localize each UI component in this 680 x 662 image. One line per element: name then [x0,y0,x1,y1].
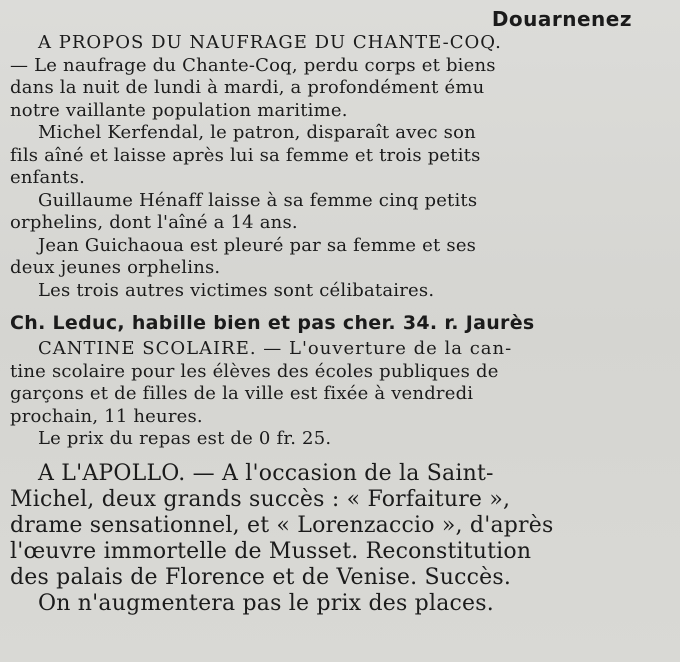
article-cantine [10,338,670,451]
article-line: orphelins, dont l'aîné a 14 ans. [10,212,298,233]
article-line: des palais de Florence et de Venise. Succès. [10,564,512,590]
article-line: A L'APOLLO. — A l'occasion de la Saint- [38,460,494,486]
article-naufrage [10,32,670,302]
article-line: prochain, 11 heures. [10,405,203,427]
advertisement: Ch. Leduc, habille bien et pas cher. 34. r. Jaurès [10,312,535,334]
article-line: tine scolaire pour les élèves des écoles publiques de [10,360,499,382]
article-line: Les trois autres victimes sont célibataires. [38,279,435,301]
article-line: — Le naufrage du Chante-Coq, perdu corps et biens [10,54,496,76]
article-line: l'œuvre immortelle de Musset. Reconstitution [10,538,532,564]
article-line: Le prix du repas est de 0 fr. 25. [38,428,332,449]
article-line: dans la nuit de lundi à mardi, a profondément ému [10,77,485,98]
article-line: fils aîné et laisse après lui sa femme et trois petits [10,144,481,166]
article-line: Michel, deux grands succès : « Forfaiture », [10,486,511,512]
article-line: Jean Guichaoua est pleuré par sa femme et ses [38,234,477,256]
article-line: On n'augmentera pas le prix des places. [38,590,494,616]
dateline: Douarnenez [491,7,632,31]
article-line: enfants. [10,167,86,188]
article-line: A PROPOS DU NAUFRAGE DU CHANTE-COQ. [38,32,502,53]
article-line: Michel Kerfendal, le patron, disparaît avec son [38,122,476,143]
article-line: deux jeunes orphelins. [10,257,221,278]
article-line: CANTINE SCOLAIRE. — L'ouverture de la can- [38,338,513,359]
article-line: Guillaume Hénaff laisse à sa femme cinq petits [38,189,478,211]
article-line: drame sensationnel, et « Lorenzaccio », d'après [10,512,554,538]
article-line: notre vaillante population maritime. [10,99,348,121]
article-apollo [10,461,670,617]
article-line: garçons et de filles de la ville est fixée à vendredi [10,383,474,404]
